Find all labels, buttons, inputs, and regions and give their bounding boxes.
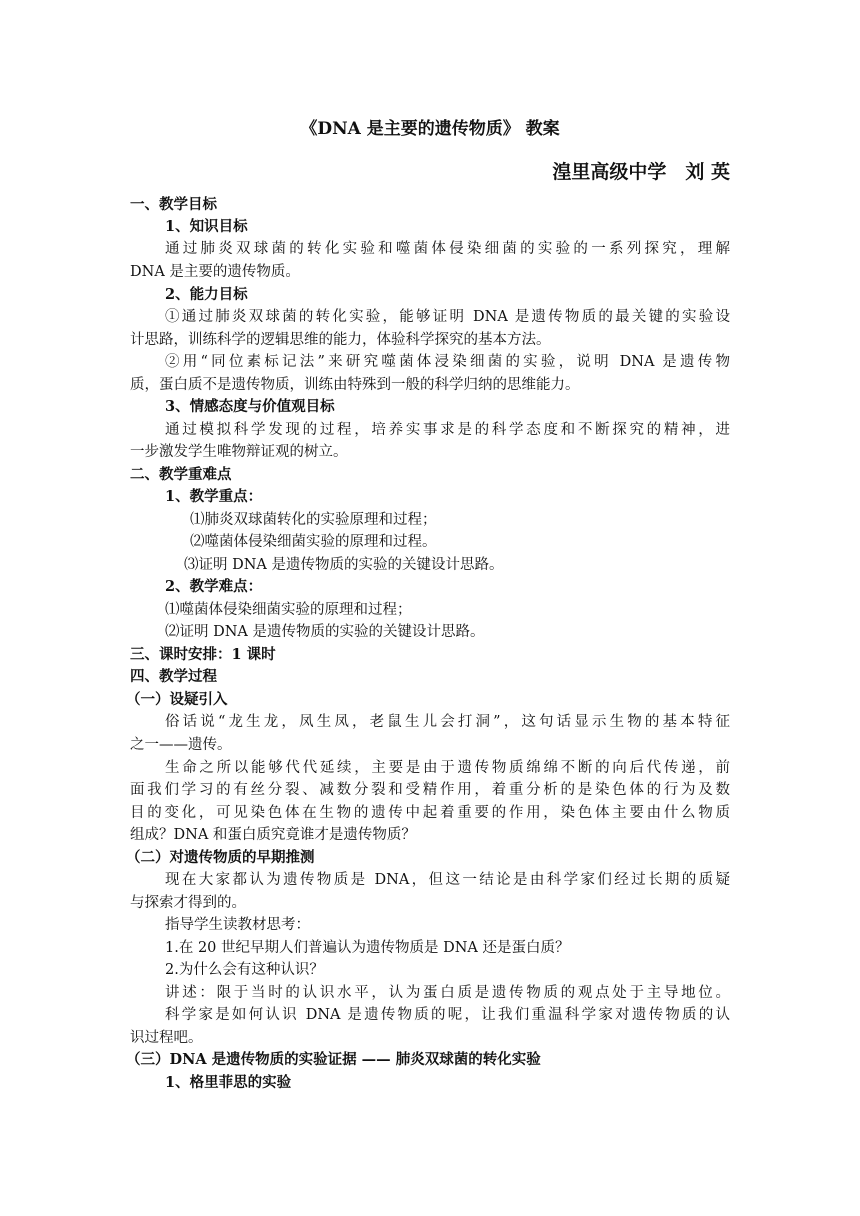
subsection-heading: 2、教学难点： bbox=[165, 578, 263, 595]
list-item: ⑵证明 DNA 是遗传物质的实验的关键设计思路。 bbox=[165, 624, 485, 640]
paragraph-line: 目的变化，可见染色体在生物的遗传中起着重要的作用，染色体主要由什么物质 bbox=[130, 805, 730, 821]
paragraph-line: 俗话说“龙生龙，凤生凤，老鼠生儿会打洞”，这句话显示生物的基本特征 bbox=[165, 714, 730, 730]
paragraph-line: 之一——遗传。 bbox=[130, 737, 232, 753]
paragraph-line: 通过模拟科学发现的过程，培养实事求是的科学态度和不断探究的精神，进 bbox=[165, 422, 730, 438]
list-item: ⑵噬菌体侵染细菌实验的原理和过程。 bbox=[190, 534, 437, 550]
list-item: ⑴噬菌体侵染细菌实验的原理和过程； bbox=[165, 602, 412, 618]
paragraph-line: 现在大家都认为遗传物质是 DNA，但这一结论是由科学家们经过长期的质疑 bbox=[165, 872, 730, 888]
paragraph-line: 质，蛋白质不是遗传物质，训练由特殊到一般的科学归纳的思维能力。 bbox=[130, 377, 580, 393]
paragraph-line: 指导学生读教材思考： bbox=[165, 917, 310, 933]
paragraph-line: 科学家是如何认识 DNA 是遗传物质的呢，让我们重温科学家对遗传物质的认 bbox=[165, 1007, 730, 1023]
paragraph-line: 计思路，训练科学的逻辑思维的能力，体验科学探究的基本方法。 bbox=[130, 332, 551, 348]
list-item: ⑴肺炎双球菌转化的实验原理和过程； bbox=[190, 512, 437, 528]
subsection-heading: （三）DNA 是遗传物质的实验证据 —— 肺炎双球菌的转化实验 bbox=[126, 1051, 541, 1068]
list-item: ⑶证明 DNA 是遗传物质的实验的关键设计思路。 bbox=[184, 557, 504, 573]
paragraph-line: 一步激发学生唯物辩证观的树立。 bbox=[130, 444, 348, 460]
author-line: 湟里高级中学 刘 英 bbox=[552, 161, 730, 183]
section-heading: 三、课时安排：1 课时 bbox=[130, 646, 276, 663]
paragraph-line: ①通过肺炎双球菌的转化实验，能够证明 DNA 是遗传物质的最关键的实验设 bbox=[165, 309, 730, 325]
subsection-heading: （一）设疑引入 bbox=[126, 691, 228, 708]
subsection-heading: 2、能力目标 bbox=[165, 286, 248, 303]
section-heading: 四、教学过程 bbox=[130, 668, 217, 685]
subsection-heading: （二）对遗传物质的早期推测 bbox=[126, 849, 315, 866]
list-item: 1.在 20 世纪早期人们普遍认为遗传物质是 DNA 还是蛋白质？ bbox=[165, 940, 570, 956]
subsection-heading: 3、情感态度与价值观目标 bbox=[165, 398, 335, 415]
section-heading: 二、教学重难点 bbox=[130, 466, 232, 483]
subsection-heading: 1、教学重点： bbox=[165, 488, 263, 505]
paragraph-line: DNA 是主要的遗传物质。 bbox=[130, 264, 300, 280]
document-title: 《DNA 是主要的遗传物质》 教案 bbox=[300, 119, 560, 139]
section-heading: 一、教学目标 bbox=[130, 196, 217, 213]
paragraph-line: 识过程吧。 bbox=[130, 1030, 203, 1046]
list-item: 2.为什么会有这种认识？ bbox=[165, 962, 324, 978]
paragraph-line: 组成？DNA 和蛋白质究竟谁才是遗传物质？ bbox=[130, 827, 416, 843]
paragraph-line: 面我们学习的有丝分裂、减数分裂和受精作用，着重分析的是染色体的行为及数 bbox=[130, 782, 730, 798]
paragraph-line: 讲述：限于当时的认识水平，认为蛋白质是遗传物质的观点处于主导地位。 bbox=[165, 985, 730, 1001]
paragraph-line: 与探索才得到的。 bbox=[130, 895, 246, 911]
paragraph-line: 生命之所以能够代代延续，主要是由于遗传物质绵绵不断的向后代传递，前 bbox=[165, 760, 730, 776]
paragraph-line: ②用“同位素标记法”来研究噬菌体浸染细菌的实验，说明 DNA 是遗传物 bbox=[165, 354, 730, 370]
subsection-heading: 1、知识目标 bbox=[165, 218, 248, 235]
paragraph-line: 通过肺炎双球菌的转化实验和噬菌体侵染细菌的实验的一系列探究，理解 bbox=[165, 241, 730, 257]
subsection-heading: 1、格里菲思的实验 bbox=[165, 1074, 292, 1091]
